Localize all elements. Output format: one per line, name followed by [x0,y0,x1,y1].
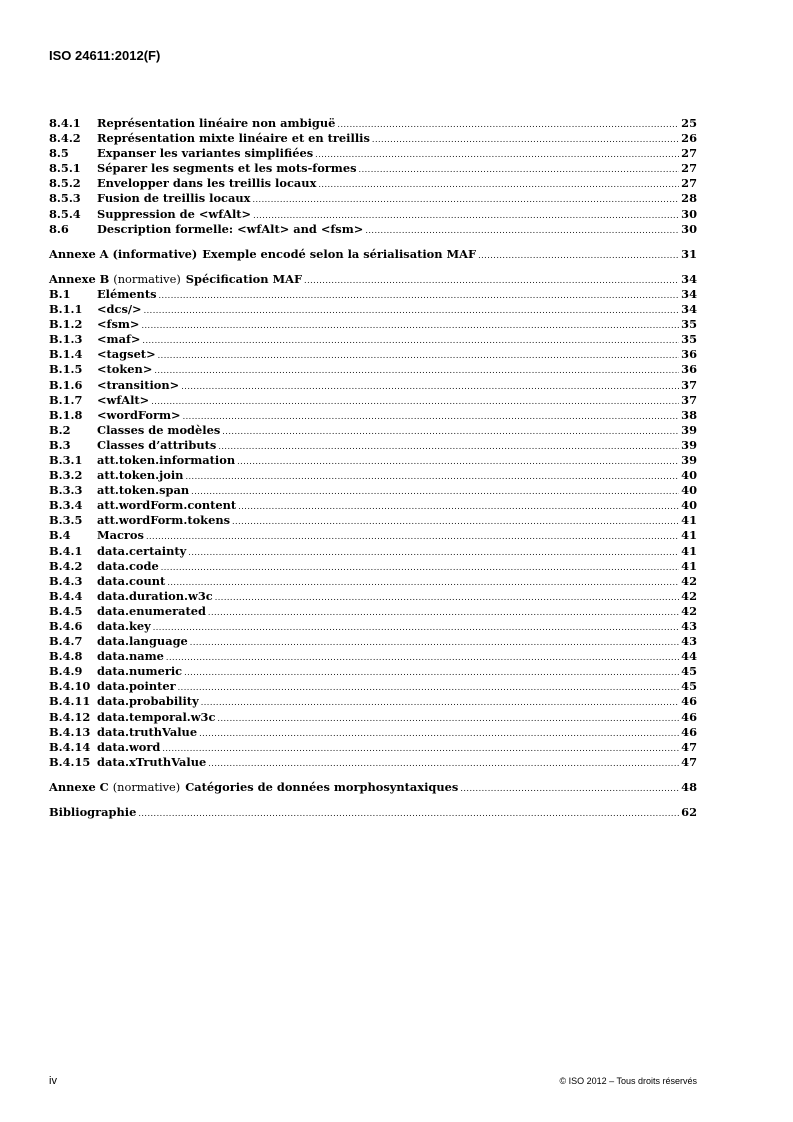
toc-entry[interactable] [49,634,697,649]
leader-dots [199,726,679,741]
leader-dots [190,635,679,650]
leader-dots [138,806,679,821]
toc-entry-title: data.word [97,739,161,754]
toc-entry-title: data.certainty [97,543,187,558]
toc-entry-number: 8.5.2 [49,176,81,191]
toc-entry-title: att.wordForm.tokens [97,513,231,528]
toc-entry-page: 41 [681,543,697,558]
toc-entry-page: 40 [681,498,697,513]
toc-entry-title: data.temporal.w3c [97,709,216,724]
toc-entry-number: B.4.14 [49,739,91,754]
annex-a-label: Annexe A (informative) [49,246,198,261]
leader-dots [253,208,679,223]
toc-entry-number: B.1.5 [49,362,83,377]
toc-entry-annex-a[interactable] [49,247,697,262]
leader-dots [159,288,680,303]
leader-dots [166,650,679,665]
toc-entry-page: 34 [681,302,697,317]
toc-entry-title: <fsm> [97,317,140,332]
toc-entry-title: Séparer les segments et les mots-formes [97,161,357,176]
annex-b-page: 34 [681,271,697,286]
toc-entry-title: data.code [97,558,159,573]
toc-entry-number: B.2 [49,422,71,437]
leader-dots [315,147,679,162]
toc-entry-number: 8.6 [49,221,69,236]
toc-entry-number: 8.5.4 [49,206,81,221]
toc-entry-annex-b[interactable] [49,272,697,287]
toc-entry-page: 47 [681,754,697,769]
leader-dots [365,223,679,238]
toc-entry-number: B.3.3 [49,483,83,498]
toc-entry-number: B.1.8 [49,407,83,422]
annex-b-title: Spécification MAF [185,271,303,286]
leader-dots [162,741,679,756]
toc-entry[interactable] [49,393,697,408]
toc-entry-title: data.enumerated [97,603,206,618]
leader-dots [153,620,679,635]
toc-entry-number: 8.5.3 [49,191,81,206]
toc-entry-page: 41 [681,558,697,573]
toc-entry[interactable] [49,176,697,191]
leader-dots [460,781,679,796]
toc-entry-page: 42 [681,573,697,588]
toc-entry-number: B.4.12 [49,709,91,724]
toc-entry-title: Expanser les variantes simplifiées [97,146,314,161]
toc-entry-number: B.4.2 [49,558,83,573]
toc-entry[interactable] [49,317,697,332]
toc-entry-page: 45 [681,664,697,679]
toc-entry-number: 8.5.1 [49,161,81,176]
toc-entry[interactable] [49,755,697,770]
toc-entry-page: 40 [681,483,697,498]
toc-entry-number: B.3.4 [49,498,83,513]
toc-entry-page: 42 [681,603,697,618]
toc-entry[interactable] [49,528,697,543]
toc-entry-page: 27 [681,176,697,191]
toc-entry-title: data.probability [97,694,199,709]
toc-entry[interactable] [49,378,697,393]
leader-dots [178,680,680,695]
toc-entry-number: B.4.6 [49,619,83,633]
toc-entry[interactable] [49,589,697,604]
toc-entry[interactable] [49,332,697,347]
leader-dots [183,409,680,424]
toc-entry-page: 44 [681,649,697,664]
toc-entry[interactable] [49,574,697,589]
toc-entry-number: B.1.7 [49,392,83,407]
toc-entry[interactable] [49,619,697,634]
toc-entry-title: data.language [97,634,188,649]
toc-entry-page: 36 [681,362,697,377]
toc-entry[interactable] [49,740,697,755]
toc-entry-title: Macros [97,528,144,543]
toc-entry-number: 8.4.2 [49,131,81,146]
toc-entry-number: B.4.3 [49,573,83,588]
toc-entry[interactable] [49,498,697,513]
leader-dots [222,424,679,439]
toc-entry[interactable] [49,604,697,619]
toc-entry-number: B.3.2 [49,468,83,483]
toc-entry-page: 25 [681,116,697,130]
annex-b-label: Annexe B (normative) [49,271,181,286]
toc-entry[interactable] [49,191,697,206]
annex-a-page: 31 [681,246,697,261]
toc-entry-page: 39 [681,437,697,452]
toc-entry-page: 27 [681,161,697,176]
toc-entry-title: att.token.join [97,468,184,483]
footer-copyright: © ISO 2012 – Tous droits réservés [559,1076,697,1086]
leader-dots [208,605,679,620]
toc-entry-number: B.3.1 [49,452,83,467]
toc-entry[interactable] [49,161,697,176]
toc-entry[interactable] [49,649,697,664]
toc-entry-page: 37 [681,377,697,392]
toc-entry-title: <wfAlt> [97,392,150,407]
toc-entry[interactable] [49,408,697,423]
toc-entry-title: data.truthValue [97,724,198,739]
toc-entry-number: B.1.6 [49,377,83,392]
toc-entry-page: 46 [681,694,697,709]
toc-entry[interactable] [49,468,697,483]
toc-entry-number: B.4.7 [49,634,83,649]
toc-entry-title: att.wordForm.content [97,498,237,513]
toc-entry-page: 36 [681,347,697,362]
toc-entry-title: data.key [97,619,151,633]
toc-entry-page: 40 [681,468,697,483]
toc-entry[interactable] [49,207,697,222]
toc-entry[interactable] [49,679,697,694]
leader-dots [188,545,679,560]
toc-entry-title: data.numeric [97,664,183,679]
leader-dots [237,454,679,469]
toc-entry-title: data.count [97,573,166,588]
toc-entry-page: 39 [681,422,697,437]
leader-dots [217,711,679,726]
leader-dots [158,348,680,363]
toc-entry-title: Suppression de <wfAlt> [97,206,252,221]
bibliography-page: 62 [681,805,697,820]
toc-entry[interactable] [49,423,697,438]
toc-entry[interactable] [49,287,697,302]
toc-entry[interactable] [49,710,697,725]
toc-entry-number: B.3 [49,437,71,452]
toc-entry-page: 46 [681,724,697,739]
toc-entry-annex-c[interactable] [49,780,697,795]
toc-entry-title: Représentation linéaire non ambiguë [97,116,336,130]
toc-entry-page: 26 [681,131,697,146]
toc-entry[interactable] [49,362,697,377]
toc-entry-page: 28 [681,191,697,206]
annex-c-title: Catégories de données morphosyntaxiques [185,779,459,794]
toc-entry-page: 43 [681,619,697,633]
leader-dots [154,363,679,378]
toc-entry-number: 8.5 [49,146,69,161]
toc-entry[interactable] [49,513,697,528]
toc-entry-number: 8.4.1 [49,116,81,130]
toc-entry-title: Description formelle: <wfAlt> and <fsm> [97,221,364,236]
bibliography-title: Bibliographie [49,805,137,820]
leader-dots [337,117,679,132]
annex-c-page: 48 [681,779,697,794]
leader-dots [238,499,679,514]
leader-dots [181,379,679,394]
toc-entry-title: data.xTruthValue [97,754,207,769]
toc-entry-title: Classes de modèles [97,422,221,437]
leader-dots [185,469,679,484]
toc-entry[interactable] [49,222,697,237]
toc-entry-page: 30 [681,206,697,221]
toc-entry-page: 46 [681,709,697,724]
toc-entry-number: B.4.10 [49,679,91,694]
toc-entry-page: 43 [681,634,697,649]
toc-entry-number: B.1.4 [49,347,83,362]
toc-section-8 [49,116,697,237]
toc-entry-title: data.name [97,649,164,664]
leader-dots [478,248,679,263]
toc-entry-title: data.duration.w3c [97,588,213,603]
toc-entry[interactable] [49,131,697,146]
leader-dots [191,484,679,499]
leader-dots [252,192,679,207]
leader-dots [201,695,679,710]
leader-dots [218,439,679,454]
toc-entry-page: 42 [681,588,697,603]
toc-entry-title: <transition> [97,377,180,392]
toc-entry[interactable] [49,664,697,679]
toc-entry-number: B.1 [49,286,71,301]
leader-dots [151,394,679,409]
annex-c-label: Annexe C (normative) [49,779,181,794]
leader-dots [372,132,679,147]
leader-dots [146,529,679,544]
toc-entry-page: 41 [681,513,697,528]
leader-dots [144,303,680,318]
toc-entry-page: 38 [681,407,697,422]
toc-entry[interactable] [49,544,697,559]
toc-entry[interactable] [49,453,697,468]
toc-entry-number: B.4.5 [49,603,83,618]
toc-entry-title: Représentation mixte linéaire et en treillis [97,131,370,146]
toc-entry-number: B.1.3 [49,332,83,347]
toc-entry[interactable] [49,483,697,498]
leader-dots [141,318,679,333]
toc-entry-page: 30 [681,221,697,236]
annex-a-title: Exemple encodé selon la sérialisation MAF [202,246,477,261]
toc-entry-page: 35 [681,317,697,332]
toc-entry-number: B.1.2 [49,317,83,332]
document-header: ISO 24611:2012(F) [49,48,161,63]
toc-entry-number: B.4.13 [49,724,91,739]
toc-entry[interactable] [49,438,697,453]
toc-entry[interactable] [49,559,697,574]
leader-dots [167,575,679,590]
toc-entry[interactable] [49,725,697,740]
toc-entry-page: 41 [681,528,697,543]
toc-entry-title: <tagset> [97,347,156,362]
leader-dots [215,590,679,605]
toc-entry[interactable] [49,347,697,362]
toc-entry-title: Classes d’attributs [97,437,217,452]
leader-dots [161,560,679,575]
toc-entry-title: att.token.span [97,483,190,498]
toc-entry[interactable] [49,146,697,161]
toc-entry-title: data.pointer [97,679,176,694]
toc-entry-number: B.4.4 [49,588,83,603]
toc-entry-number: B.4.1 [49,543,83,558]
toc-entry-title: <dcs/> [97,302,142,317]
toc-entry[interactable] [49,116,697,131]
leader-dots [359,162,680,177]
toc-entry-title: <maf> [97,332,141,347]
toc-entry-title: att.token.information [97,452,236,467]
toc-entry-title: Eléments [97,286,157,301]
toc-entry-page: 37 [681,392,697,407]
toc-entry[interactable] [49,302,697,317]
toc-entry-number: B.4.9 [49,664,83,679]
table-of-contents [49,116,697,820]
leader-dots [184,665,679,680]
toc-entry-page: 39 [681,452,697,467]
toc-entry-bibliography[interactable] [49,805,697,820]
toc-entry-number: B.4.11 [49,694,91,709]
leader-dots [304,273,679,288]
leader-dots [142,333,679,348]
toc-entry-number: B.4.8 [49,649,83,664]
toc-section-annex-b [49,287,697,770]
footer-page-number: iv [49,1075,57,1087]
leader-dots [318,177,679,192]
leader-dots [232,514,679,529]
toc-entry-number: B.4.15 [49,754,91,769]
toc-entry-title: Envelopper dans les treillis locaux [97,176,317,191]
toc-entry-title: Fusion de treillis locaux [97,191,251,206]
toc-entry-page: 35 [681,332,697,347]
toc-entry-page: 27 [681,146,697,161]
leader-dots [208,756,679,771]
toc-entry-number: B.3.5 [49,513,83,528]
toc-entry-page: 34 [681,286,697,301]
toc-entry-page: 45 [681,679,697,694]
toc-entry-number: B.4 [49,528,71,543]
toc-entry-number: B.1.1 [49,302,83,317]
toc-entry-page: 47 [681,739,697,754]
toc-entry-title: <wordForm> [97,407,181,422]
toc-entry[interactable] [49,694,697,709]
toc-entry-title: <token> [97,362,153,377]
